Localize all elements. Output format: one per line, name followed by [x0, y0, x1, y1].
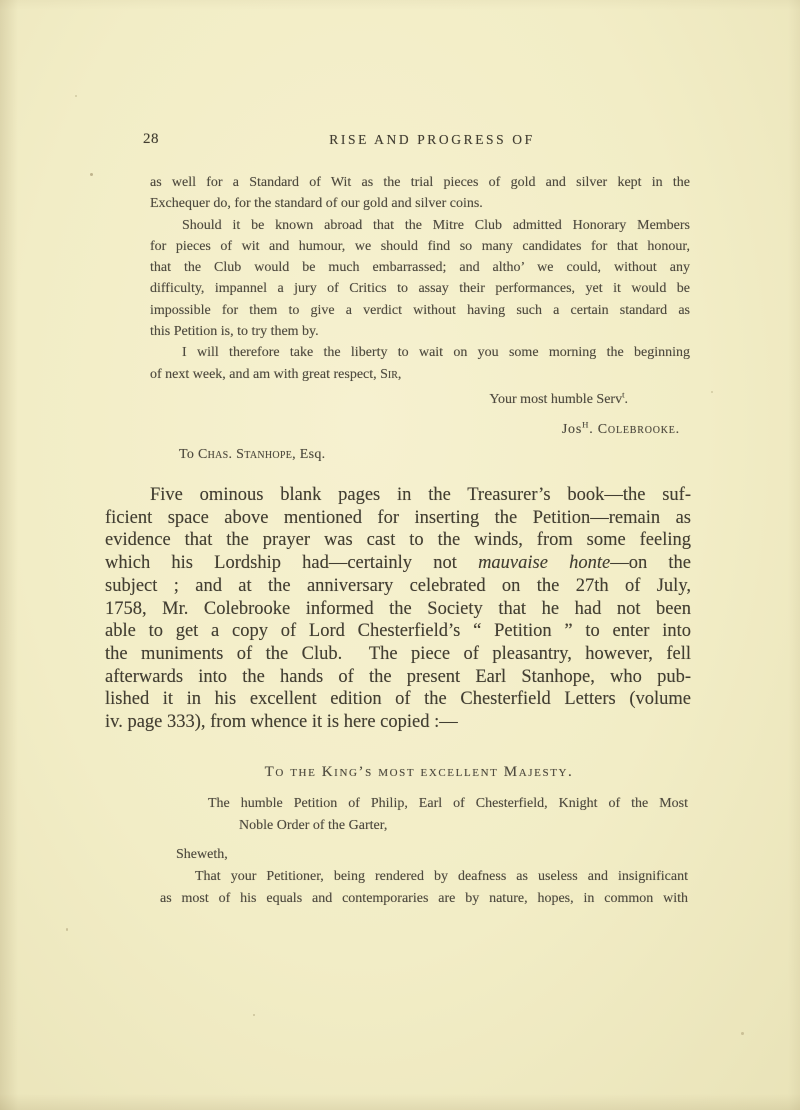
narrative-line: able to get a copy of Lord Chesterfield’s “ Petition ” to enter into — [105, 621, 691, 642]
narrative-text: —on the — [610, 553, 691, 574]
page-number: 28 — [143, 131, 159, 147]
narrative-line: lished it in his excellent edition of the Chesterfield Letters (volume — [105, 689, 691, 710]
running-header — [0, 131, 800, 153]
letter-valediction — [150, 389, 690, 410]
running-title: RISE AND PROGRESS OF — [329, 132, 535, 147]
letter-line: difficulty, impannel a jury of Critics to assay their performances, yet it would be — [150, 281, 690, 297]
letter-line-text: of next week, and am with great respect, — [150, 366, 381, 382]
salutation-sir: Sir, — [380, 366, 402, 382]
narrative-line: subject ; and at the anniversary celebrated on the 27th of July, — [105, 575, 691, 596]
narrative-line: the muniments of the Club. The piece of pleasantry, however, fell — [105, 643, 691, 664]
scan-speck — [90, 173, 93, 176]
narrative-line: iv. page 333), from whence it is here copied :— — [105, 712, 458, 733]
valediction-text: Your most humble Serv — [489, 391, 623, 407]
petition-body-line: That your Petitioner, being rendered by deafness as useless and insignificant — [195, 869, 688, 884]
narrative-line: Five ominous blank pages in the Treasurer’s book—the suf- — [150, 485, 691, 505]
petition-sheweth: Sheweth, — [176, 847, 228, 862]
narrative-line: ficient space above mentioned for inserting the Petition—remain as — [105, 507, 691, 528]
valediction-period: . — [624, 391, 628, 407]
valediction-superscript: t — [622, 389, 625, 400]
letter-line: this Petition is, to try them by. — [150, 324, 319, 340]
addressee-esq: Esq. — [295, 446, 326, 462]
scan-speck — [75, 95, 77, 97]
letter-line: Should it be known abroad that the Mitre Club admitted Honorary Members — [182, 217, 690, 233]
letter-excerpt — [150, 172, 690, 465]
letter-line: impossible for them to give a verdict without having such a certain standard as — [150, 302, 690, 318]
scan-speck — [253, 1014, 255, 1016]
french-phrase-italic: mauvaise honte — [478, 553, 611, 574]
letter-line: as well for a Standard of Wit as the trial pieces of gold and silver kept in the — [150, 175, 690, 190]
petition-body-line: as most of his equals and contemporaries are by nature, hopes, in common with — [160, 891, 688, 906]
narrative-paragraph — [105, 484, 691, 734]
petition-intro-line: The humble Petition of Philip, Earl of Chesterfield, Knight of the Most — [208, 796, 688, 811]
signature-forename: Jos — [561, 422, 583, 438]
letter-line: that the Club would be much embarrassed; and altho’ we could, without any — [150, 260, 690, 276]
narrative-line: 1758, Mr. Colebrooke informed the Society that he had not been — [105, 598, 691, 619]
letter-line: Exchequer do, for the standard of our gold and silver coins. — [150, 196, 483, 212]
scan-speck — [711, 391, 713, 393]
letter-line: I will therefore take the liberty to wait on you some morning the beginning — [182, 345, 690, 361]
scan-speck — [66, 928, 68, 931]
petition-transcript — [150, 761, 688, 910]
narrative-line-with-italic — [105, 552, 691, 575]
addressee-to: To — [179, 446, 198, 462]
scan-speck — [741, 1032, 744, 1035]
letter-addressee — [150, 444, 690, 465]
narrative-text: which his Lordship had—certainly not — [105, 553, 479, 574]
signature-period: . — [589, 422, 598, 438]
signature-surname: Colebrooke. — [597, 422, 680, 438]
signature-superscript: H — [582, 419, 590, 430]
narrative-line: afterwards into the hands of the present Earl Stanhope, who pub- — [105, 666, 691, 687]
letter-line: for pieces of wit and humour, we should find so many candidates for that honour, — [150, 238, 690, 254]
addressee-name: Chas. Stanhope, — [197, 446, 296, 462]
narrative-line: evidence that the prayer was cast to the winds, from some feeling — [105, 530, 691, 551]
petition-intro-line: Noble Order of the Garter, — [239, 818, 388, 833]
letter-signature — [150, 419, 690, 440]
letter-line — [150, 364, 690, 385]
petition-heading: To the King’s most excellent Majesty. — [264, 764, 574, 780]
